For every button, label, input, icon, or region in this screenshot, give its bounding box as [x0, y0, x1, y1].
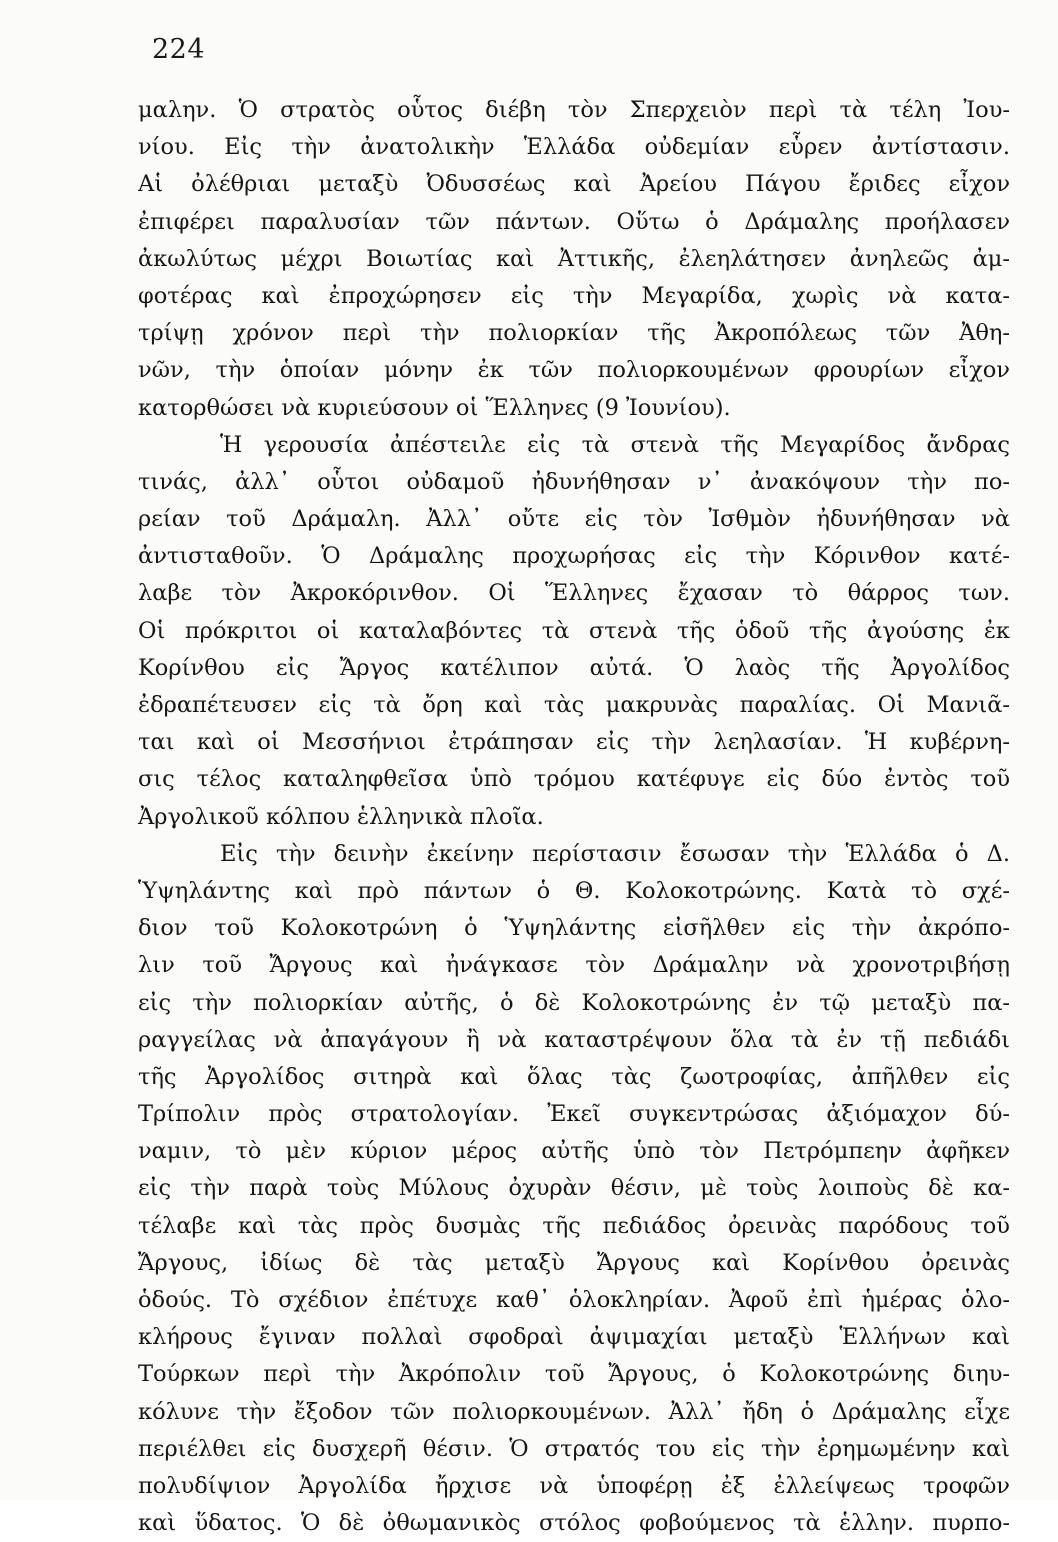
text-line: Αἱ ὀλέθριαι μεταξὺ Ὀδυσσέως καὶ Ἀρείου Πάγου ἔριδες εἶχον	[138, 171, 1010, 198]
text-line: Ὑψηλάντης καὶ πρὸ πάντων ὁ Θ. Κολοκοτρώνης. Κατὰ τὸ σχέ-	[138, 877, 1010, 904]
text-line: φοτέρας καὶ ἐπροχώρησεν εἰς τὴν Μεγαρίδα, χωρὶς νὰ κατα-	[138, 282, 1010, 309]
text-line: ἐπιφέρει παραλυσίαν τῶν πάντων. Οὕτω ὁ Δράμαλης προήλασεν	[138, 208, 1010, 235]
text-line: καὶ ὕδατος. Ὁ δὲ ὀθωμανικὸς στόλος φοβούμενος τὰ ἑλλην. πυρπο-	[138, 1510, 1010, 1537]
text-line: σις τέλος καταληφθεῖσα ὑπὸ τρόμου κατέφυγε εἰς δύο ἐντὸς τοῦ	[138, 766, 1010, 793]
text-line: νίου. Εἰς τὴν ἀνατολικὴν Ἑλλάδα οὐδεμίαν εὗρεν ἀντίστασιν.	[138, 134, 1010, 161]
text-line: λαβε τὸν Ἀκροκόρινθον. Οἱ Ἕλληνες ἔχασαν τὸ θάρρος των.	[138, 580, 1010, 607]
text-line: Ἡ γερουσία ἀπέστειλε εἰς τὰ στενὰ τῆς Μεγαρίδος ἄνδρας	[220, 431, 1010, 458]
text-line: κόλυνε τὴν ἔξοδον τῶν πολιορκουμένων. Ἀλλ᾽ ἤδη ὁ Δράμαλης εἶχε	[138, 1398, 1010, 1425]
text-line: Εἰς τὴν δεινὴν ἐκείνην περίστασιν ἔσωσαν τὴν Ἑλλάδα ὁ Δ.	[220, 840, 1010, 867]
text-line: τῆς Ἀργολίδος σιτηρὰ καὶ ὅλας τὰς ζωοτροφίας, ἀπῆλθεν εἰς	[138, 1063, 1010, 1090]
text-line: ραγγείλας νὰ ἀπαγάγουν ἢ νὰ καταστρέψουν ὅλα τὰ ἐν τῇ πεδιάδι	[138, 1026, 1010, 1053]
text-line: πολυδίψιον Ἀργολίδα ἤρχισε νὰ ὑποφέρῃ ἐξ ἐλλείψεως τροφῶν	[138, 1472, 1010, 1499]
text-line: Οἱ πρόκριτοι οἱ καταλαβόντες τὰ στενὰ τῆς ὁδοῦ τῆς ἀγούσης ἐκ	[138, 617, 1010, 644]
body-text	[138, 92, 1010, 1542]
text-line: Κορίνθου εἰς Ἄργος κατέλιπον αὐτά. Ὁ λαὸς τῆς Ἀργολίδος	[138, 654, 1010, 681]
text-line: κατορθώσει νὰ κυριεύσουν οἱ Ἕλληνες (9 Ἰουνίου).	[138, 394, 731, 421]
text-line: περιέλθει εἰς δυσχερῆ θέσιν. Ὁ στρατός του εἰς τὴν ἐρημωμένην καὶ	[138, 1435, 1010, 1462]
text-line: ὁδούς. Τὸ σχέδιον ἐπέτυχε καθ᾽ ὁλοκληρίαν. Ἀφοῦ ἐπὶ ἡμέρας ὁλο-	[138, 1287, 1010, 1313]
text-line: ἀκωλύτως μέχρι Βοιωτίας καὶ Ἀττικῆς, ἐλεηλάτησεν ἀνηλεῶς ἀμ-	[138, 245, 1010, 272]
text-line: διον τοῦ Κολοκοτρώνη ὁ Ὑψηλάντης εἰσῆλθεν εἰς τὴν ἀκρόπο-	[138, 915, 1010, 942]
text-line: Ἀργολικοῦ κόλπου ἑλληνικὰ πλοῖα.	[138, 803, 544, 830]
text-line: μαλην. Ὁ στρατὸς οὗτος διέβη τὸν Σπερχειὸν περὶ τὰ τέλη Ἰου-	[138, 97, 1010, 123]
text-line: τέλαβε καὶ τὰς πρὸς δυσμὰς τῆς πεδιάδος ὀρεινὰς παρόδους τοῦ	[138, 1212, 1010, 1239]
text-line: Τρίπολιν πρὸς στρατολογίαν. Ἐκεῖ συγκεντρώσας ἀξιόμαχον δύ-	[138, 1101, 1010, 1128]
text-line: Τούρκων περὶ τὴν Ἀκρόπολιν τοῦ Ἄργους, ὁ Κολοκοτρώνης διηυ-	[138, 1361, 1010, 1388]
text-line: ται καὶ οἱ Μεσσήνιοι ἐτράπησαν εἰς τὴν λεηλασίαν. Ἡ κυβέρνη-	[138, 729, 1010, 756]
text-line: εἰς τὴν παρὰ τοὺς Μύλους ὀχυρὰν θέσιν, μὲ τοὺς λοιποὺς δὲ κα-	[138, 1175, 1010, 1202]
text-line: λιν τοῦ Ἄργους καὶ ἠνάγκασε τὸν Δράμαλην νὰ χρονοτριβήσῃ	[138, 952, 1010, 979]
text-line: τρίψῃ χρόνον περὶ τὴν πολιορκίαν τῆς Ἀκροπόλεως τῶν Ἀθη-	[138, 320, 1010, 347]
text-line: τινάς, ἀλλ᾽ οὗτοι οὐδαμοῦ ἠδυνήθησαν ν᾽ ἀνακόψουν τὴν πο-	[138, 468, 1010, 495]
text-line: ἀντισταθοῦν. Ὁ Δράμαλης προχωρήσας εἰς τὴν Κόρινθον κατέ-	[138, 543, 1010, 570]
text-line: Ἄργους, ἰδίως δὲ τὰς μεταξὺ Ἄργους καὶ Κορίνθου ὀρεινὰς	[138, 1249, 1010, 1276]
page-number: 224	[152, 34, 206, 65]
text-line: ἐδραπέτευσεν εἰς τὰ ὄρη καὶ τὰς μακρυνὰς παραλίας. Οἱ Μανιᾶ-	[138, 692, 1010, 718]
text-line: ναμιν, τὸ μὲν κύριον μέρος αὐτῆς ὑπὸ τὸν Πετρόμπεην ἀφῆκεν	[138, 1138, 1010, 1165]
text-line: εἰς τὴν πολιορκίαν αὐτῆς, ὁ δὲ Κολοκοτρώνης ἐν τῷ μεταξὺ πα-	[138, 989, 1010, 1016]
text-line: ρείαν τοῦ Δράμαλη. Ἀλλ᾽ οὔτε εἰς τὸν Ἰσθμὸν ἠδυνήθησαν νὰ	[138, 506, 1010, 533]
text-line: κλήρους ἔγιναν πολλαὶ σφοδραὶ ἀψιμαχίαι μεταξὺ Ἑλλήνων καὶ	[138, 1324, 1010, 1351]
text-line: νῶν, τὴν ὁποίαν μόνην ἐκ τῶν πολιορκουμένων φρουρίων εἶχον	[138, 357, 1010, 384]
